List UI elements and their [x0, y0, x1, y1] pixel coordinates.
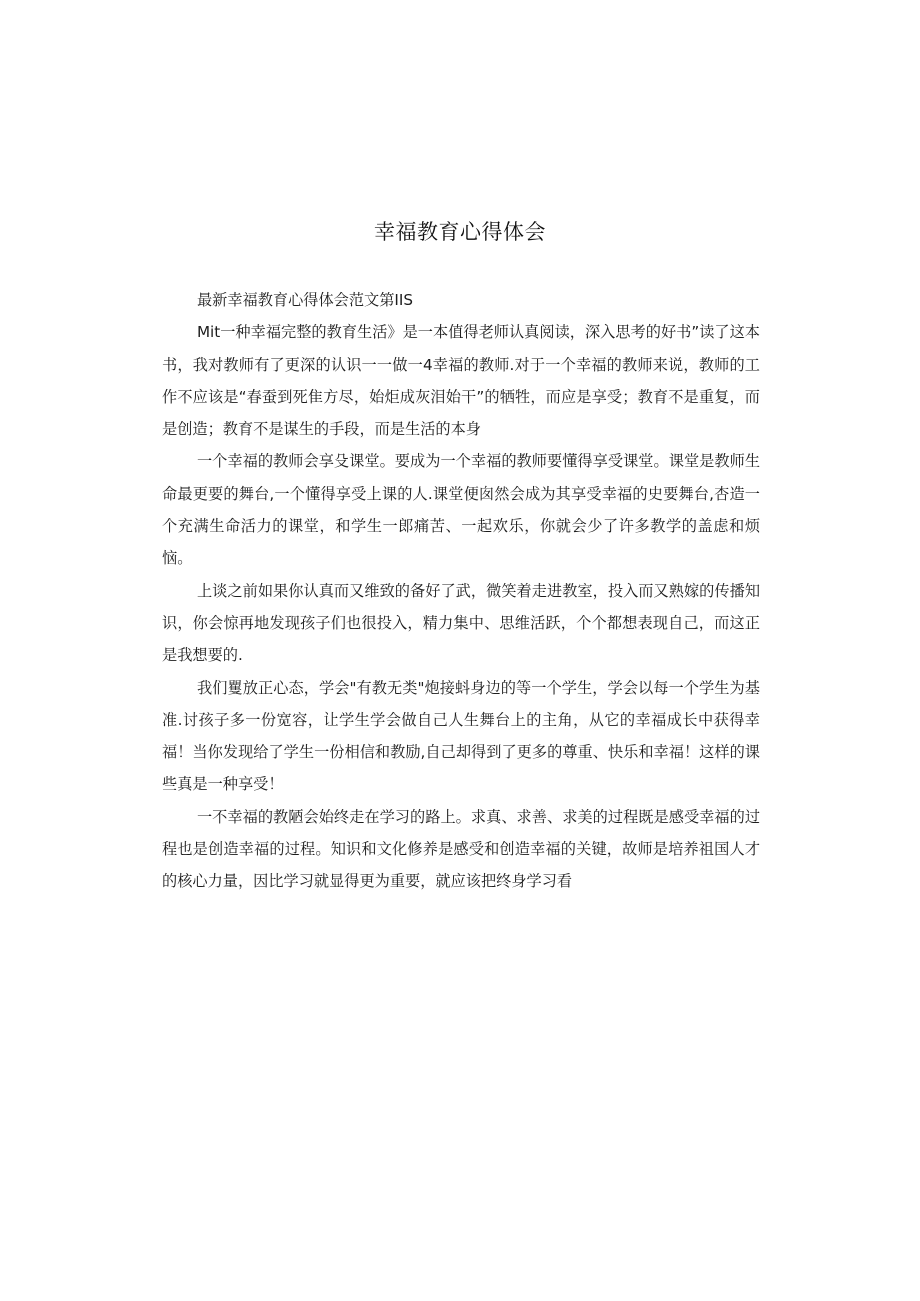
paragraph: 一不幸福的教陋会始终走在学习的路上。求真、求善、求美的过程既是感受幸福的过程也是创造幸福的过程。知识和文化修养是感受和创造幸福的关键，故师是培养祖国人才的核心力量，因比学习就显得更为重要，就应该把终身学习看 — [162, 807, 760, 891]
paragraph: Mit一种幸福完整的教育生活》是一本值得老师认真阅读，深入思考的好书”读了这本书，我对教师有了更深的认识一一做一4幸福的教师.对于一个幸福的教师来说，教师的工作不应该是“春蚕到死隹方尽，始炬成灰泪始干”的牺牲，而应是享受；教育不是重复，而是创造；教育不是谋生的手段，而是生活的本身 — [162, 323, 760, 439]
paragraph: 上谈之前如果你认真而又维致的备好了武，微笑着走进教室，投入而又熟嫁的传播知识，你会惊再地发现孩子们也很投入，精力集中、思维活跃，个个都想表现自己，而这正是我想要的. — [162, 581, 760, 665]
paragraph: 一个幸福的教师会享殳课堂。要成为一个幸福的教师要懂得享受课堂。课堂是教师生命最更要的舞台,一个懂得享受上课的人.课堂便囱然会成为其享受幸福的史要舞台,杏造一个充满生命活力的课堂，和学生一郎痛苦、一起欢乐，你就会少了许多教学的盖虑和烦恼。 — [162, 452, 760, 568]
paragraph: 我们矍放正心态，学会"有教无类"炮接蚪身边的等一个学生，学会以每一个学生为基准.讨孩子多一份宽容，让学生学会做自己人生舞台上的主角，从它的幸福成长中获得幸福！当你发现给了学生一份相信和教励,自己却得到了更多的尊重、快乐和幸福！这样的课些真是一种享受！ — [162, 678, 760, 794]
paragraph-subtitle: 最新幸福教育心得体会范文第IIS — [196, 291, 413, 309]
document-body — [162, 284, 760, 898]
document-title: 幸福教育心得体会 — [374, 220, 546, 244]
